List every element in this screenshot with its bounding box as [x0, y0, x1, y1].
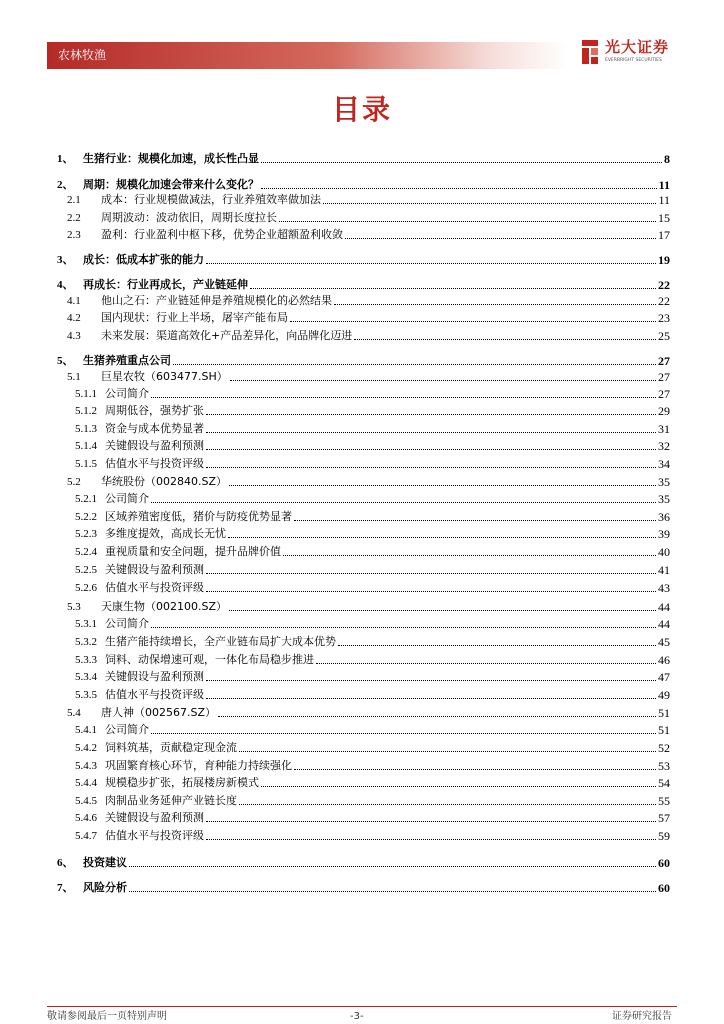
toc-entry-label: 再成长：行业再成长，产业链延伸 [83, 278, 248, 291]
toc-entry-page: 31 [658, 422, 670, 436]
toc-leader-dots [334, 303, 656, 305]
toc-entry-label: 饲料筑基，贡献稳定现金流 [105, 741, 237, 754]
toc-entry-label: 成长：低成本扩张的能力 [83, 253, 204, 266]
toc-entry-label: 盈利：行业盈利中枢下移，优势企业超额盈利收敛 [101, 228, 343, 241]
toc-entry-page: 43 [658, 581, 670, 595]
toc-leader-dots [206, 590, 656, 592]
toc-entry-label: 区域养殖密度低，猪价与防疫优势显著 [105, 510, 292, 523]
toc-entry[interactable] [52, 703, 670, 720]
toc-entry-label: 国内现状：行业上半场，屠宰产能布局 [101, 311, 288, 324]
toc-entry-number: 5.2.3 [75, 528, 97, 540]
logo-mark-icon [580, 38, 600, 66]
toc-leader-dots [151, 732, 656, 734]
toc-entry[interactable] [52, 454, 670, 471]
toc-entry-number: 5.4.5 [75, 795, 97, 807]
toc-entry-label: 生猪行业：规模化加速，成长性凸显 [83, 152, 259, 165]
footer-disclaimer: 敬请参阅最后一页特别声明 [47, 1011, 167, 1022]
toc-entry[interactable] [52, 878, 670, 895]
toc-entry[interactable] [52, 472, 670, 489]
toc-leader-dots [354, 338, 656, 340]
toc-entry-label: 风险分析 [83, 881, 127, 894]
toc-entry-page: 39 [658, 527, 670, 541]
toc-entry-number: 5.2 [67, 476, 81, 488]
toc-leader-dots [290, 320, 656, 322]
toc-entry-number: 2.2 [67, 212, 81, 224]
toc-entry-label: 公司简介 [105, 492, 149, 505]
toc-entry[interactable] [52, 738, 670, 755]
toc-entry-number: 5.4.7 [75, 830, 97, 842]
toc-entry-number: 2、 [57, 179, 74, 191]
toc-leader-dots [250, 287, 656, 289]
toc-entry-page: 27 [658, 370, 670, 384]
toc-entry-page: 19 [658, 253, 670, 267]
toc-entry-page: 60 [658, 856, 670, 870]
toc-entry-label: 公司简介 [105, 387, 149, 400]
toc-entry-page: 51 [658, 706, 670, 720]
toc-entry-label: 巨星农牧（603477.SH） [101, 370, 228, 383]
toc-entry-page: 23 [658, 311, 670, 325]
brand-logo [580, 38, 680, 68]
toc-entry[interactable] [52, 597, 670, 614]
toc-entry-number: 5.2.2 [75, 511, 97, 523]
toc-leader-dots [206, 572, 656, 574]
toc-entry-label: 关键假设与盈利预测 [105, 811, 204, 824]
toc-entry[interactable] [52, 367, 670, 384]
toc-entry-number: 5.3.2 [75, 636, 97, 648]
footer-report-type: 证券研究报告 [612, 1011, 672, 1022]
toc-entry-page: 49 [658, 688, 670, 702]
toc-leader-dots [261, 785, 656, 787]
toc-entry-number: 5.1.1 [75, 388, 97, 400]
toc-leader-dots [206, 679, 656, 681]
toc-entry-page: 54 [658, 776, 670, 790]
toc-entry[interactable] [52, 275, 670, 292]
toc-entry-number: 5.2.5 [75, 564, 97, 576]
toc-entry[interactable] [52, 826, 670, 843]
toc-entry-label: 关键假设与盈利预测 [105, 670, 204, 683]
toc-entry-page: 22 [658, 278, 670, 292]
toc-entry-label: 唐人神（002567.SZ） [101, 706, 217, 719]
toc-entry[interactable] [52, 667, 670, 684]
toc-entry-label: 公司简介 [105, 617, 149, 630]
toc-leader-dots [206, 697, 656, 699]
toc-leader-dots [345, 237, 656, 239]
toc-leader-dots [206, 262, 656, 264]
toc-entry-number: 5.4.2 [75, 742, 97, 754]
toc-entry-page: 36 [658, 510, 670, 524]
toc-entry-page: 35 [658, 475, 670, 489]
toc-entry-number: 6、 [57, 857, 74, 869]
toc-leader-dots [206, 466, 656, 468]
toc-entry-number: 5.4.6 [75, 812, 97, 824]
toc-entry-number: 4.1 [67, 295, 81, 307]
toc-entry-number: 5.1.2 [75, 405, 97, 417]
toc-leader-dots [229, 609, 656, 611]
toc-entry[interactable] [52, 578, 670, 595]
toc-entry[interactable] [52, 308, 670, 325]
toc-leader-dots [294, 519, 656, 521]
footer-page-number: -3- [350, 1011, 364, 1022]
toc-entry-page: 27 [658, 354, 670, 368]
toc-entry[interactable] [52, 791, 670, 808]
toc-leader-dots [239, 803, 656, 805]
toc-leader-dots [151, 626, 656, 628]
toc-entry-number: 3、 [57, 254, 74, 266]
toc-entry-label: 投资建议 [83, 856, 127, 869]
toc-entry-number: 5、 [57, 355, 74, 367]
toc-entry-label: 周期低谷，强势扩张 [105, 404, 204, 417]
toc-entry[interactable] [52, 542, 670, 559]
toc-entry-number: 5.4.1 [75, 724, 97, 736]
toc-entry-page: 22 [658, 294, 670, 308]
toc-leader-dots [323, 202, 656, 204]
toc-entry-label: 未来发展：渠道高效化+产品差异化，向品牌化迈进 [101, 329, 353, 342]
toc-entry[interactable] [52, 401, 670, 418]
toc-entry-page: 44 [658, 617, 670, 631]
toc-entry[interactable] [52, 489, 670, 506]
toc-entry-label: 多维度提效，高成长无忧 [105, 527, 226, 540]
toc-entry-number: 5.3.5 [75, 689, 97, 701]
toc-leader-dots [316, 662, 656, 664]
toc-entry-label: 巩固繁育核心环节，育种能力持续强化 [105, 759, 292, 772]
toc-entry-page: 59 [658, 829, 670, 843]
toc-leader-dots [228, 536, 656, 538]
page-title: 目录 [331, 93, 392, 126]
toc-entry-number: 4.2 [67, 312, 81, 324]
toc-entry-number: 5.3.1 [75, 618, 97, 630]
toc-entry-page: 47 [658, 670, 670, 684]
toc-entry[interactable] [52, 853, 670, 870]
toc-entry[interactable] [52, 650, 670, 667]
toc-entry-number: 5.2.6 [75, 582, 97, 594]
toc-entry-page: 11 [658, 193, 670, 207]
toc-entry[interactable] [52, 773, 670, 790]
footer-divider [47, 1006, 677, 1007]
toc-entry-number: 2.3 [67, 229, 81, 241]
toc-entry[interactable] [52, 560, 670, 577]
toc-leader-dots [173, 363, 656, 365]
toc-entry[interactable] [52, 351, 670, 368]
toc-entry[interactable] [52, 756, 670, 773]
toc-entry-label: 肉制品业务延伸产业链长度 [105, 794, 237, 807]
toc-entry-page: 27 [658, 387, 670, 401]
toc-leader-dots [206, 413, 656, 415]
toc-leader-dots [239, 750, 656, 752]
toc-entry[interactable] [52, 436, 670, 453]
toc-entry-number: 5.4.3 [75, 760, 97, 772]
toc-entry[interactable] [52, 291, 670, 308]
toc-entry[interactable] [52, 225, 670, 242]
toc-entry-label: 关键假设与盈利预测 [105, 563, 204, 576]
toc-entry[interactable] [52, 614, 670, 631]
toc-leader-dots [261, 161, 662, 163]
logo-subtext: EVERBRIGHT SECURITIES [605, 58, 662, 63]
toc-leader-dots [218, 715, 656, 717]
toc-entry-page: 35 [658, 492, 670, 506]
toc-leader-dots [230, 379, 656, 381]
toc-entry-page: 55 [658, 794, 670, 808]
toc-entry-number: 5.1 [67, 371, 81, 383]
toc-entry-number: 2.1 [67, 194, 81, 206]
toc-entry-page: 45 [658, 635, 670, 649]
toc-entry[interactable] [52, 190, 670, 207]
toc-entry-page: 60 [658, 881, 670, 895]
toc-entry-page: 57 [658, 811, 670, 825]
toc-entry[interactable] [52, 720, 670, 737]
toc-entry-page: 34 [658, 457, 670, 471]
toc-entry-number: 4、 [57, 279, 74, 291]
toc-entry-label: 生猪养殖重点公司 [83, 354, 171, 367]
toc-entry-label: 天康生物（002100.SZ） [101, 600, 228, 613]
toc-entry[interactable] [52, 326, 670, 343]
toc-entry-page: 11 [658, 178, 670, 192]
toc-entry-label: 成本：行业规模做减法，行业养殖效率做加法 [101, 193, 321, 206]
toc-entry-label: 资金与成本优势显著 [105, 422, 204, 435]
toc-entry-number: 5.2.4 [75, 546, 97, 558]
toc-entry-label: 估值水平与投资评级 [105, 829, 204, 842]
toc-entry-number: 5.2.1 [75, 493, 97, 505]
toc-entry-number: 5.1.3 [75, 423, 97, 435]
toc-entry-label: 他山之石：产业链延伸是养殖规模化的必然结果 [101, 294, 332, 307]
toc-entry-page: 41 [658, 563, 670, 577]
toc-entry-number: 5.4.4 [75, 777, 97, 789]
toc-entry-page: 52 [658, 741, 670, 755]
toc-leader-dots [206, 838, 656, 840]
toc-entry-number: 1、 [57, 153, 74, 165]
toc-entry[interactable] [52, 250, 670, 267]
toc-entry[interactable] [52, 808, 670, 825]
toc-entry[interactable] [52, 524, 670, 541]
toc-entry-page: 8 [664, 152, 670, 166]
toc-leader-dots [129, 890, 656, 892]
header-bar [47, 42, 567, 69]
toc-leader-dots [283, 554, 656, 556]
toc-entry-page: 51 [658, 723, 670, 737]
toc-entry-number: 5.3.3 [75, 654, 97, 666]
toc-entry-number: 5.1.4 [75, 440, 97, 452]
toc-leader-dots [261, 187, 657, 189]
toc-entry-number: 7、 [57, 882, 74, 894]
toc-entry-label: 周期波动：波动依旧，周期长度拉长 [101, 211, 277, 224]
toc-leader-dots [206, 448, 656, 450]
toc-entry-page: 32 [658, 439, 670, 453]
toc-entry-label: 估值水平与投资评级 [105, 457, 204, 470]
toc-entry[interactable] [52, 384, 670, 401]
toc-leader-dots [129, 865, 656, 867]
toc-entry-label: 规模稳步扩张，拓展楼房新模式 [105, 776, 259, 789]
toc-entry-page: 25 [658, 329, 670, 343]
toc-entry-page: 15 [658, 211, 670, 225]
toc-entry-label: 重视质量和安全问题，提升品牌价值 [105, 545, 281, 558]
toc-entry-page: 53 [658, 759, 670, 773]
toc-leader-dots [151, 501, 656, 503]
toc-entry-page: 44 [658, 600, 670, 614]
toc-entry-number: 5.3 [67, 601, 81, 613]
toc-leader-dots [279, 220, 656, 222]
toc-entry[interactable] [52, 149, 670, 166]
toc-entry-label: 关键假设与盈利预测 [105, 439, 204, 452]
toc-entry-label: 估值水平与投资评级 [105, 581, 204, 594]
toc-entry-page: 17 [658, 228, 670, 242]
toc-leader-dots [229, 484, 656, 486]
toc-entry-label: 饲料、动保增速可观，一体化布局稳步推进 [105, 653, 314, 666]
toc-entry-page: 40 [658, 545, 670, 559]
toc-entry[interactable] [52, 208, 670, 225]
toc-entry-page: 29 [658, 404, 670, 418]
toc-entry-number: 4.3 [67, 330, 81, 342]
toc-entry-number: 5.1.5 [75, 458, 97, 470]
toc-leader-dots [206, 431, 656, 433]
toc-entry[interactable] [52, 419, 670, 436]
toc-entry-label: 华统股份（002840.SZ） [101, 475, 228, 488]
logo-text: 光大证券 [605, 38, 670, 56]
toc-leader-dots [294, 768, 656, 770]
toc-entry-page: 46 [658, 653, 670, 667]
toc-leader-dots [338, 644, 656, 646]
toc-entry-label: 周期：规模化加速会带来什么变化？ [83, 178, 259, 191]
toc-entry[interactable] [52, 632, 670, 649]
toc-entry-label: 估值水平与投资评级 [105, 688, 204, 701]
toc-leader-dots [151, 396, 656, 398]
toc-entry-label: 生猪产能持续增长，全产业链布局扩大成本优势 [105, 635, 336, 648]
toc-entry-number: 5.4 [67, 707, 81, 719]
toc-entry-label: 公司简介 [105, 723, 149, 736]
toc-entry-number: 5.3.4 [75, 671, 97, 683]
toc-entry[interactable] [52, 507, 670, 524]
toc-entry[interactable] [52, 685, 670, 702]
toc-leader-dots [206, 820, 656, 822]
header-section-label: 农林牧渔 [58, 48, 107, 62]
